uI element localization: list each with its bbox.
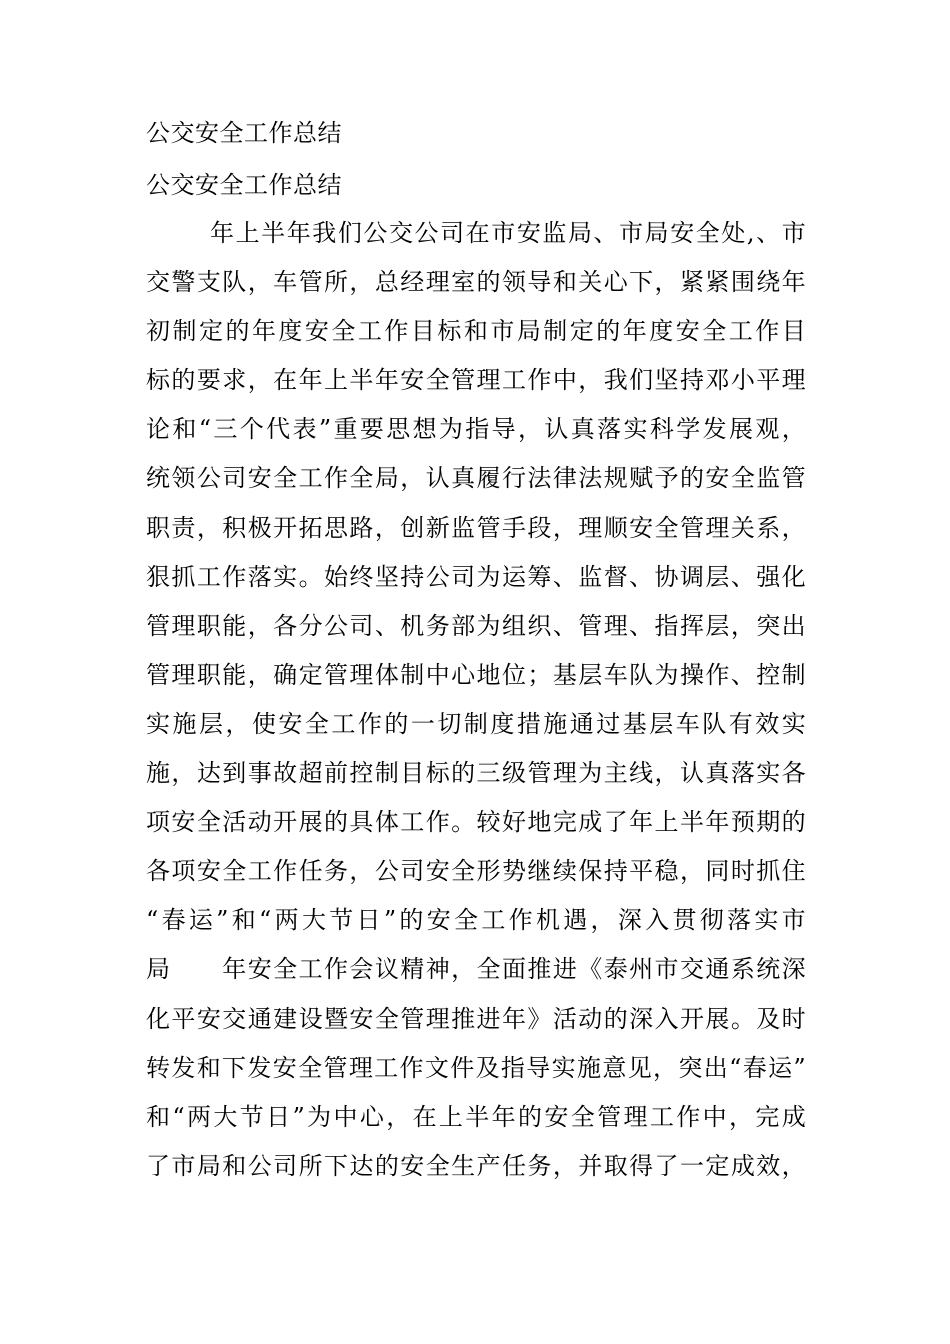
body-line: 年上半年我们公交公司在市安监局、市局安全处,、市 [210, 219, 806, 247]
body-line: 项安全活动开展的具体工作。较好地完成了年上半年预期的 [146, 808, 806, 837]
body-line: 职责，积极开拓思路，创新监管手段，理顺安全管理关系， [146, 513, 806, 542]
body-line: 化平安交通建设暨安全管理推进年》活动的深入开展。及时 [146, 1004, 806, 1033]
body-line: 初制定的年度安全工作目标和市局制定的年度安全工作目 [146, 317, 806, 346]
body-line: “春运”和“两大节日”的安全工作机遇，深入贯彻落实市 [146, 906, 806, 935]
body-line: 管理职能，各分公司、机务部为组织、管理、指挥层，突出 [146, 611, 806, 640]
body-line: 论和“三个代表”重要思想为指导，认真落实科学发展观， [146, 415, 806, 444]
body-line: 狠抓工作落实。始终坚持公司为运筹、监督、协调层、强化 [146, 562, 806, 591]
body-line: 各项安全工作任务，公司安全形势继续保持平稳，同时抓住 [146, 857, 806, 886]
body-line: 交警支队，车管所，总经理室的领导和关心下，紧紧围绕年 [146, 268, 806, 297]
body-line: 标的要求，在年上半年安全管理工作中，我们坚持邓小平理 [146, 366, 806, 395]
body-line: 管理职能，确定管理体制中心地位；基层车队为操作、控制 [146, 660, 806, 689]
document-body [146, 218, 806, 1200]
document-subtitle: 公交安全工作总结 [146, 171, 342, 199]
body-line: 施，达到事故超前控制目标的三级管理为主线，认真落实各 [146, 759, 806, 788]
document-title: 公交安全工作总结 [146, 119, 342, 147]
body-line: 和“两大节日”为中心，在上半年的安全管理工作中，完成 [146, 1102, 806, 1131]
body-line: 转发和下发安全管理工作文件及指导实施意见，突出“春运” [146, 1053, 806, 1082]
body-line: 局 年安全工作会议精神，全面推进《泰州市交通系统深 [146, 955, 806, 984]
body-line: 统领公司安全工作全局，认真履行法律法规赋予的安全监管 [146, 464, 806, 493]
body-line: 了市局和公司所下达的安全生产任务，并取得了一定成效， [146, 1151, 806, 1180]
body-line: 实施层，使安全工作的一切制度措施通过基层车队有效实 [146, 709, 806, 738]
